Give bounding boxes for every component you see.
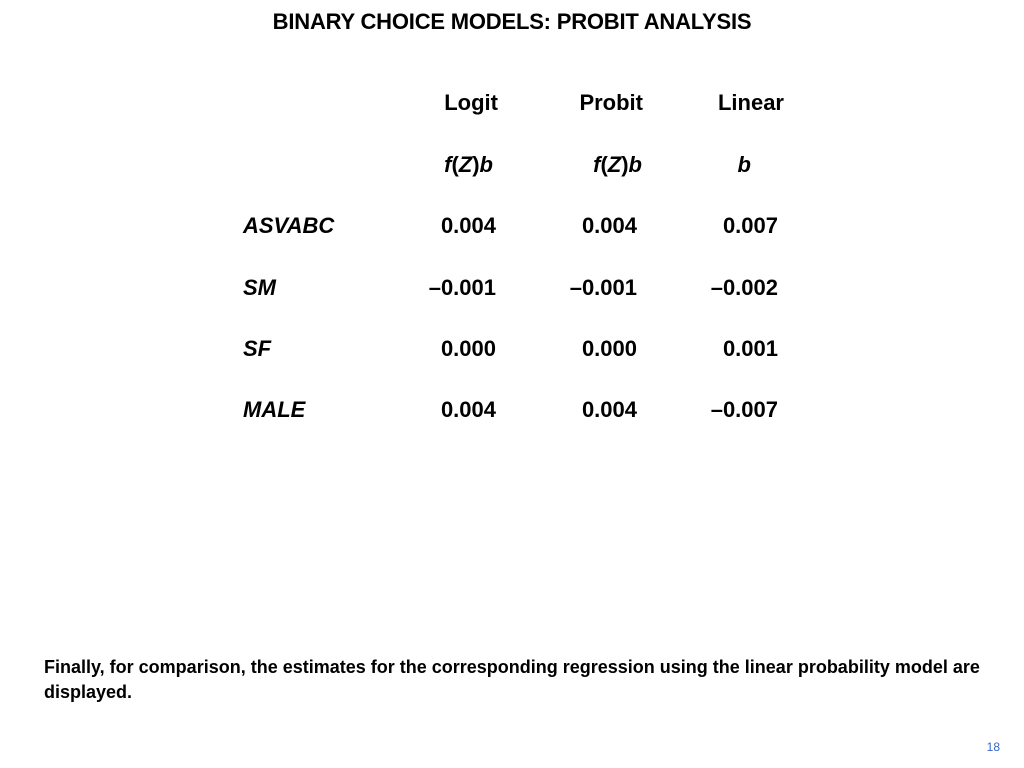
table-cell: 0.000 — [440, 336, 496, 361]
table-cell: 0.004 — [440, 213, 496, 238]
subheader-b: b — [737, 152, 751, 177]
slide-title: BINARY CHOICE MODELS: PROBIT ANALYSIS — [272, 9, 752, 34]
row-label-asvabc: ASVABC — [243, 213, 335, 238]
page-number: 18 — [986, 740, 1000, 754]
subheader-b: b — [479, 152, 493, 177]
subheader-b: b — [628, 152, 642, 177]
subheader-z: Z — [458, 152, 473, 177]
table-cell: –0.007 — [710, 397, 778, 422]
row-label-male: MALE — [243, 397, 306, 422]
column-header-probit: Probit — [579, 90, 643, 115]
table-cell: –0.001 — [428, 275, 496, 300]
subheader-f: f — [444, 152, 452, 177]
column-header-linear: Linear — [717, 90, 784, 115]
row-label-sf: SF — [243, 336, 272, 361]
subheader-open-paren: ( — [600, 152, 608, 177]
table-cell: 0.000 — [581, 336, 637, 361]
subheader-f: f — [593, 152, 601, 177]
slide-caption: Finally, for comparison, the estimates for the corresponding regression using the linear probability model are displayed. — [44, 657, 980, 702]
column-subheader-logit — [444, 152, 493, 178]
table-cell: 0.001 — [722, 336, 778, 361]
column-subheader-probit — [593, 152, 642, 178]
table-cell: –0.002 — [710, 275, 778, 300]
table-cell: –0.001 — [569, 275, 637, 300]
table-cell: 0.007 — [722, 213, 778, 238]
subheader-close-paren: ) — [621, 152, 629, 177]
column-header-logit: Logit — [444, 90, 498, 115]
subheader-open-paren: ( — [451, 152, 459, 177]
row-label-sm: SM — [243, 275, 276, 300]
table-cell: 0.004 — [581, 213, 637, 238]
table-cell: 0.004 — [581, 397, 637, 422]
table-cell: 0.004 — [440, 397, 496, 422]
column-subheader-linear — [738, 152, 751, 178]
subheader-close-paren: ) — [472, 152, 480, 177]
subheader-z: Z — [607, 152, 622, 177]
